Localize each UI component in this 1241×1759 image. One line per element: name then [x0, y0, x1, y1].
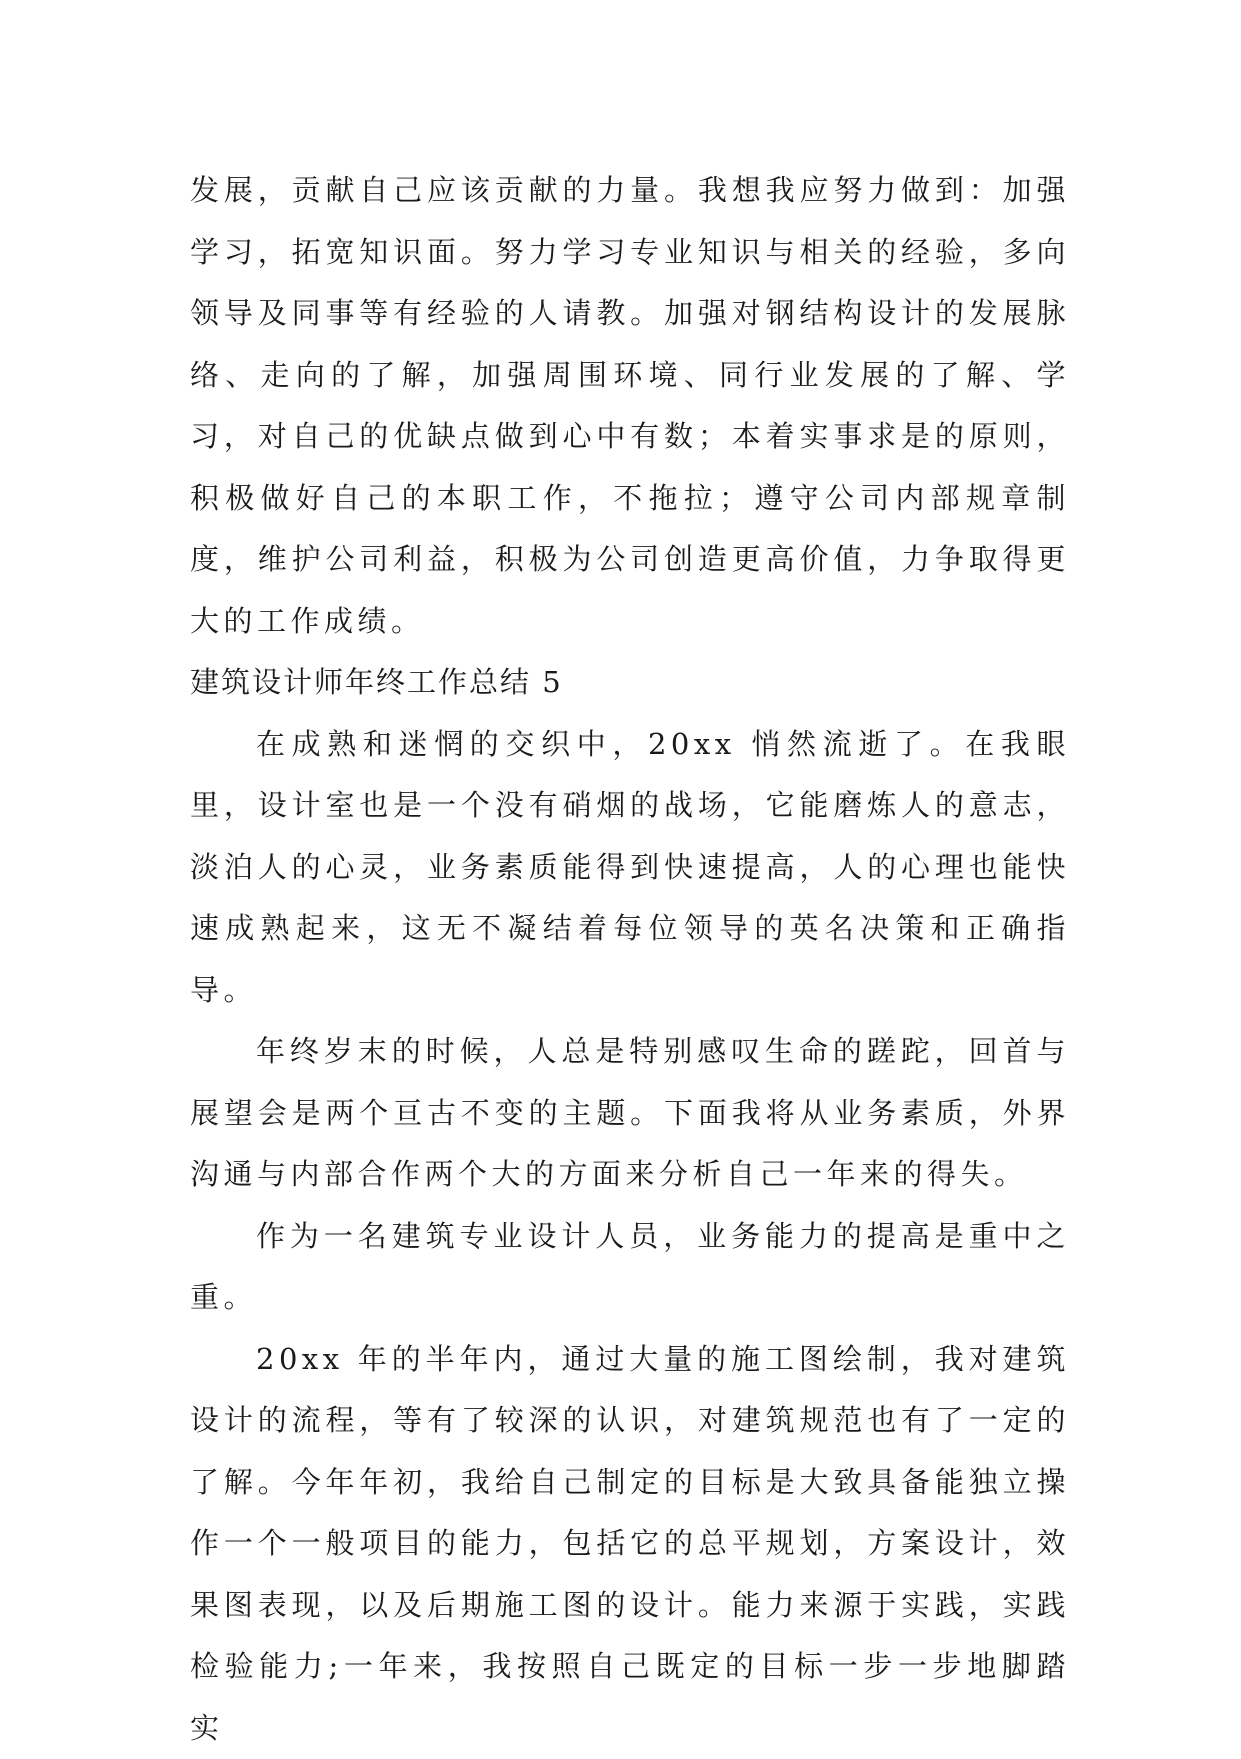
paragraph-intro: 在成熟和迷惘的交织中，20xx 悄然流逝了。在我眼里，设计室也是一个没有硝烟的战场，它能磨炼人的意志，淡泊人的心灵，业务素质能得到快速提高，人的心理也能快速成熟起来，这无不凝结着每位领导的英名决策和正确指导。 — [190, 714, 1070, 1022]
paragraph-continuation: 发展，贡献自己应该贡献的力量。我想我应努力做到：加强学习，拓宽知识面。努力学习专业知识与相关的经验，多向领导及同事等有经验的人请教。加强对钢结构设计的发展脉络、走向的了解，加强周围环境、同行业发展的了解、学习，对自己的优缺点做到心中有数；本着实事求是的原则，积极做好自己的本职工作，不拖拉；遵守公司内部规章制度，维护公司利益，积极为公司创造更高价值，力争取得更大的工作成绩。 — [190, 160, 1070, 652]
document-body — [190, 160, 1070, 1759]
paragraph-professional-ability: 作为一名建筑专业设计人员，业务能力的提高是重中之重。 — [190, 1206, 1070, 1329]
paragraph-half-year: 20xx 年的半年内，通过大量的施工图绘制，我对建筑设计的流程，等有了较深的认识，对建筑规范也有了一定的了解。今年年初，我给自己制定的目标是大致具备能独立操作一个一般项目的能力，包括它的总平规划，方案设计，效果图表现，以及后期施工图的设计。能力来源于实践，实践检验能力;一年来，我按照自己既定的目标一步一步地脚踏实 — [190, 1329, 1070, 1759]
paragraph-year-end: 年终岁末的时候，人总是特别感叹生命的蹉跎，回首与展望会是两个亘古不变的主题。下面我将从业务素质，外界沟通与内部合作两个大的方面来分析自己一年来的得失。 — [190, 1021, 1070, 1206]
section-title: 建筑设计师年终工作总结 5 — [190, 652, 1070, 714]
